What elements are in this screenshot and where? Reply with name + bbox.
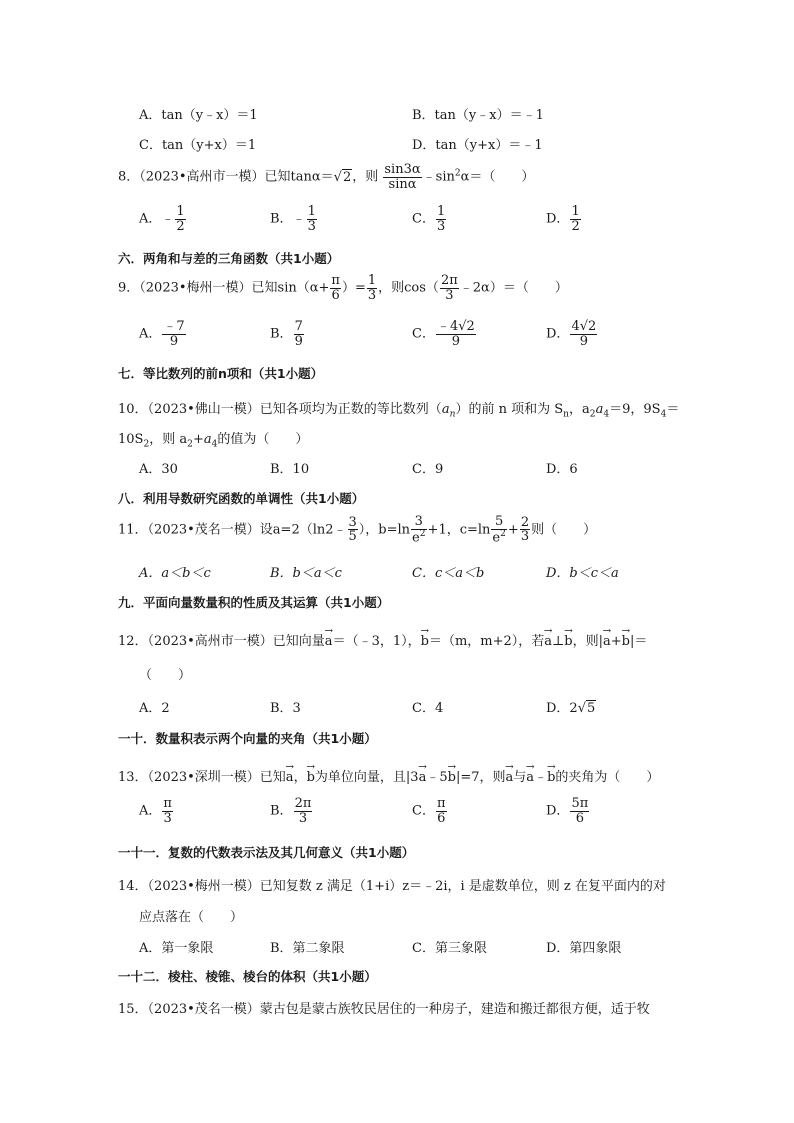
q11-option-b: B．b＜a＜c [270,566,342,581]
section-heading-7: 七．等比数列的前n项和（共1小题） [118,366,324,381]
q13-option-a: A． $\frac{\pi}{3}$ [139,796,172,826]
q14-stem-line1: 14．（2023•梅州一模）已知复数 z 满足（1+i）z＝﹣2i，i 是虚数单位，则 z 在复平面内的对 [118,879,666,894]
q14-option-a: A．第一象限 [139,941,214,956]
q7-option-b: B．tan（y﹣x）＝﹣1 [412,108,544,123]
q12-stem-line1: 12．（2023•高州市一模）已知向量→ a＝（﹣3，1），→ b＝（m，m+2），若→ a⊥→ b，则|→ a+→ b|＝ [118,630,647,649]
q13-option-d: D． $\frac{5\pi}{6}$ [546,796,589,826]
q14-option-d: D．第四象限 [546,941,622,956]
q13-option-c: C． $\frac{\pi}{6}$ [412,796,446,826]
q14-stem-line2: 应点落在（ ） [139,910,244,925]
section-heading-11: 一十一．复数的代数表示法及其几何意义（共1小题） [118,845,415,860]
q9-option-d: D． $\frac{4√2}{9}$ [546,319,597,349]
q11-option-d: D．b＜c＜a [546,566,619,581]
q12-stem-line2: （ ） [139,668,192,683]
q14-option-b: B．第二象限 [270,941,345,956]
q13-option-b: B． $\frac{2\pi}{3}$ [270,796,312,826]
q8-option-d: D． $\frac{1}{2}$ [546,204,580,234]
q7-option-c: C．tan（y+x）＝1 [139,138,257,153]
q10-stem-line1: 10．（2023•佛山一模）已知各项均为正数的等比数列$(a_n)$的前 n 项和为 $S_n$，$a_2a_4=9$，$9S_4=$ [118,402,680,420]
q10-stem-line2: $10S_2$，则 $a_2+a_4$的值为（ ） [118,432,309,450]
q12-option-a: A．2 [139,701,170,716]
q11-stem: 11．（2023•茂名一模）设a=2（ln2﹣ $\frac{3}{5}$ ），b=ln $\frac{3}{e^2}$ +1，c=ln $\frac{5}{e^2}$ + $\frac{2}{3}$ 则（ ） [118,514,597,545]
q13-stem: 13．（2023•深圳一模）已知→ a，→ b为单位向量，且|3→ a﹣5→ b|=7，则→ a与→ a﹣→ b的夹角为（ ） [118,766,659,785]
q9-stem: 9．（2023•梅州一模）已知sin（α+ $\frac{\pi}{6}$ ）= $\frac{1}{3}$ ，则cos（ $\frac{2\pi}{3}$ ﹣2α）＝（ ） [118,273,568,303]
q10-option-a: A．30 [139,462,178,477]
q8-stem: 8．（2023•高州市一模）已知tanα＝√2，则 $\frac{\sin 3\alpha}{\sin\alpha}$ $﹣\sin^2\alpha=$（ ） [118,162,535,192]
section-heading-8: 八．利用导数研究函数的单调性（共1小题） [118,491,365,506]
q14-option-c: C．第三象限 [412,941,487,956]
q10-option-c: C．9 [412,462,444,477]
section-heading-9: 九．平面向量数量积的性质及其运算（共1小题） [118,595,390,610]
q12-option-d: D．2√5 [546,701,596,716]
section-heading-10: 一十．数量积表示两个向量的夹角（共1小题） [118,731,377,746]
q15-stem-line1: 15．（2023•茂名一模）蒙古包是蒙古族牧民居住的一种房子，建造和搬迁都很方便，适于牧 [118,1002,650,1017]
section-heading-6: 六．两角和与差的三角函数（共1小题） [118,251,340,266]
q7-option-d: D．tan（y+x）＝﹣1 [412,138,543,153]
q11-option-c: C．c＜a＜b [412,566,485,581]
q9-option-b: B． $\frac{7}{9}$ [270,319,303,349]
q7-option-a: A．tan（y﹣x）＝1 [139,108,258,123]
q8-option-a: A．﹣ $\frac{1}{2}$ [139,204,185,234]
q8-option-c: C． $\frac{1}{3}$ [412,204,446,234]
q10-option-d: D．6 [546,462,578,477]
q9-option-c: C． $\frac{﹣4√2}{9}$ [412,319,475,349]
q11-option-a: A．a＜b＜c [139,566,211,581]
q8-option-b: B．﹣ $\frac{1}{3}$ [270,204,316,234]
section-heading-12: 一十二．棱柱、棱锥、棱台的体积（共1小题） [118,969,377,984]
q12-option-c: C．4 [412,701,444,716]
q9-option-a: A． $\frac{﹣7}{9}$ [139,319,185,349]
q10-option-b: B．10 [270,462,310,477]
q12-option-b: B．3 [270,701,301,716]
